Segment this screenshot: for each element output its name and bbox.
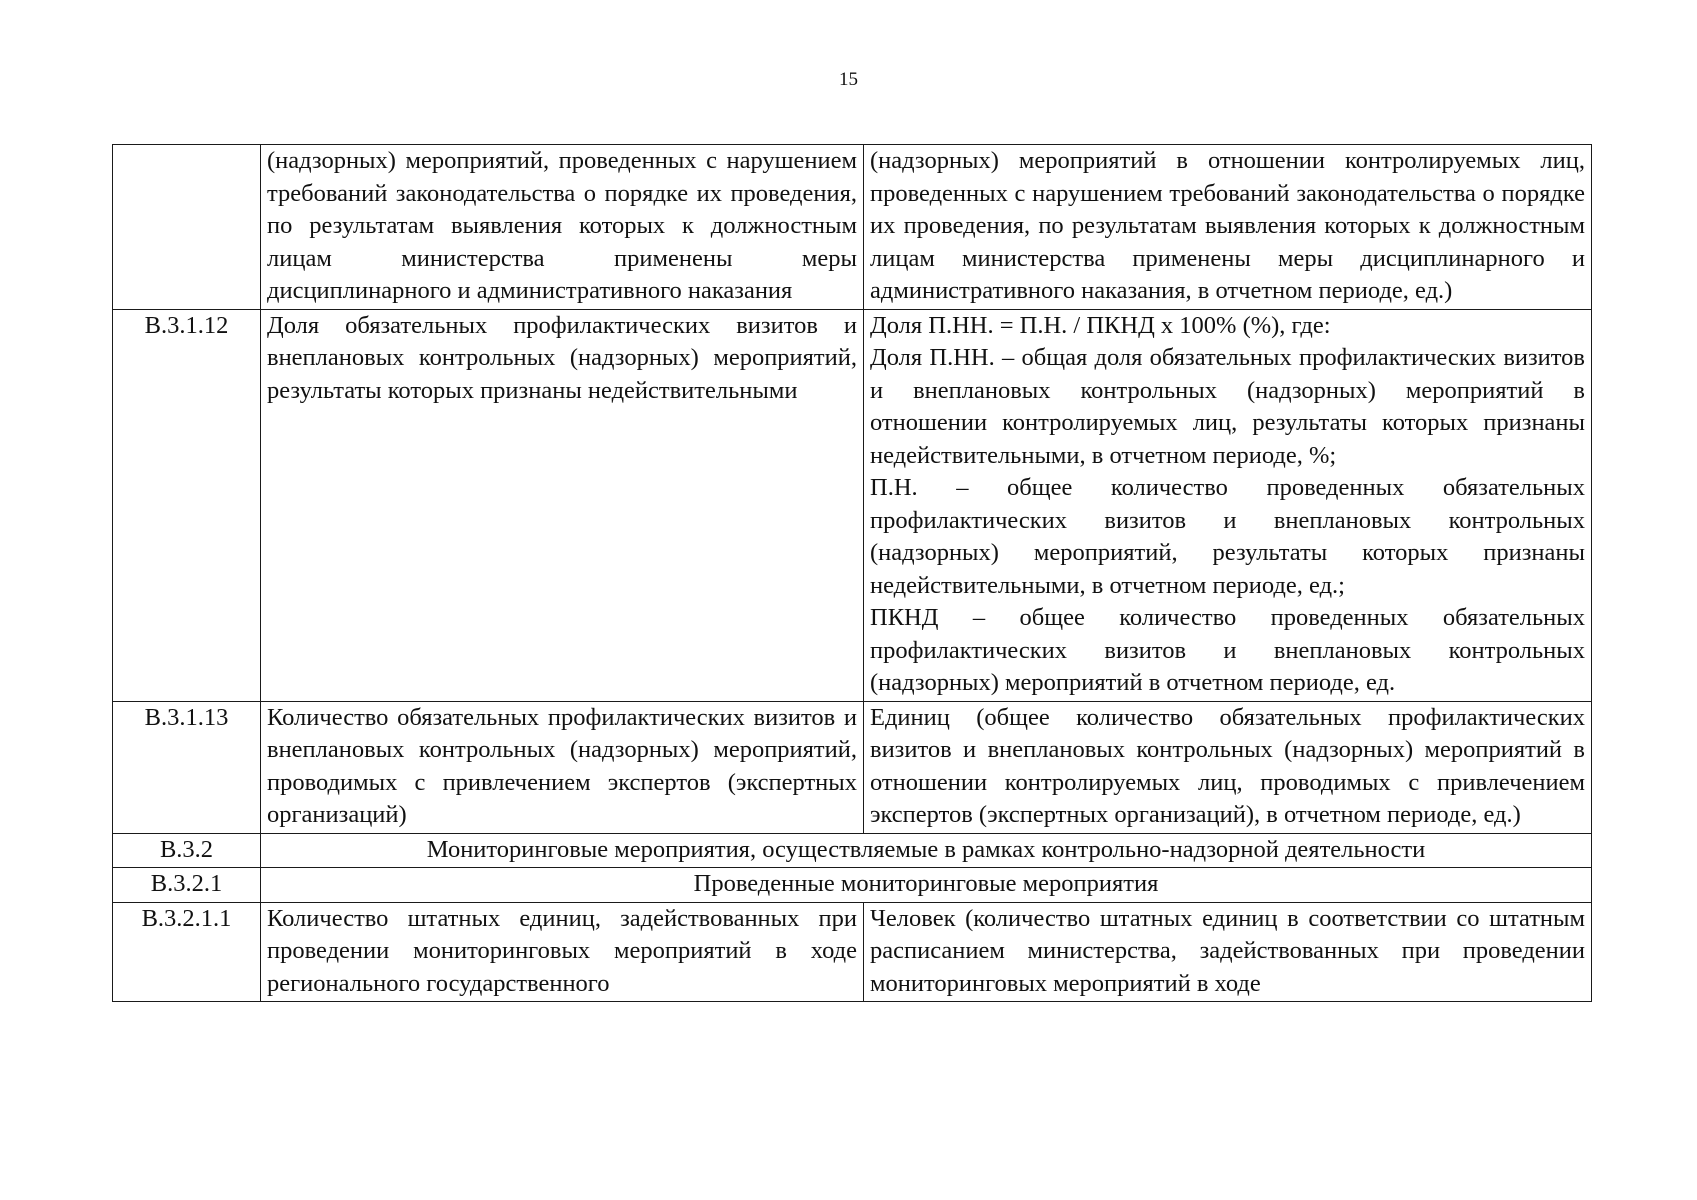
section-code: В.3.2 [113,833,261,868]
row-code: В.3.2.1.1 [113,902,261,1002]
table-row [113,902,1592,1002]
formula-paragraph: ПКНД – общее количество проведенных обязательных профилактических визитов и внеплановых контрольных (надзорных) мероприятий в отчетном периоде, ед. [870,604,1585,696]
row-code [113,145,261,310]
section-title: Проведенные мониторинговые мероприятия [261,868,1592,903]
indicators-table [112,144,1592,1002]
formula-paragraph: Единиц (общее количество обязательных профилактических визитов и внеплановых контрольных (надзорных) мероприятий в отношении контролируемых лиц, проводимых с привлечением экспертов (экспертных организаций), в отчетном периоде, ед.) [870,703,1585,828]
indicator-name: Количество штатных единиц, задействованных при проведении мониторинговых мероприятий в ходе регионального государственного [261,902,864,1002]
section-code: В.3.2.1 [113,868,261,903]
row-code: В.3.1.13 [113,701,261,833]
formula-paragraph: (надзорных) мероприятий в отношении контролируемых лиц, проведенных с нарушением требований законодательства о порядке их проведения, по результатам выявления которых к должностным лицам министерства применены меры дисциплинарного и административного наказания, в отчетном периоде, ед.) [870,147,1585,304]
indicator-formula [864,145,1592,310]
table-row [113,701,1592,833]
section-row [113,833,1592,868]
page-number: 15 [839,69,858,90]
indicator-formula [864,701,1592,833]
section-title: Мониторинговые мероприятия, осуществляемые в рамках контрольно-надзорной деятельности [261,833,1592,868]
indicator-formula: Человек (количество штатных единиц в соответствии со штатным расписанием министерства, задействованных при проведении мониторинговых мероприятий в ходе [864,902,1592,1002]
formula-paragraph: П.Н. – общее количество проведенных обязательных профилактических визитов и внеплановых контрольных (надзорных) мероприятий, результаты которых признаны недействительными, в отчетном периоде, ед.; [870,474,1585,599]
indicator-formula [864,309,1592,701]
section-row [113,868,1592,903]
table-row [113,145,1592,310]
row-code: В.3.1.12 [113,309,261,701]
indicator-name: Количество обязательных профилактических визитов и внеплановых контрольных (надзорных) мероприятий, проводимых с привлечением экспертов (экспертных организаций) [261,701,864,833]
formula-paragraph: Доля П.НН. – общая доля обязательных профилактических визитов и внеплановых контрольных (надзорных) мероприятий в отношении контролируемых лиц, результаты которых признаны недействительными, в отчетном периоде, %; [870,344,1585,469]
formula-paragraph: Доля П.НН. = П.Н. / ПКНД х 100% (%), где: [870,311,1331,339]
table-row [113,309,1592,701]
indicator-name: (надзорных) мероприятий, проведенных с нарушением требований законодательства о порядке их проведения, по результатам выявления которых к должностным лицам министерства применены меры дисциплинарного и административного наказания [261,145,864,310]
indicator-name: Доля обязательных профилактических визитов и внеплановых контрольных (надзорных) мероприятий, результаты которых признаны недействительными [261,309,864,701]
